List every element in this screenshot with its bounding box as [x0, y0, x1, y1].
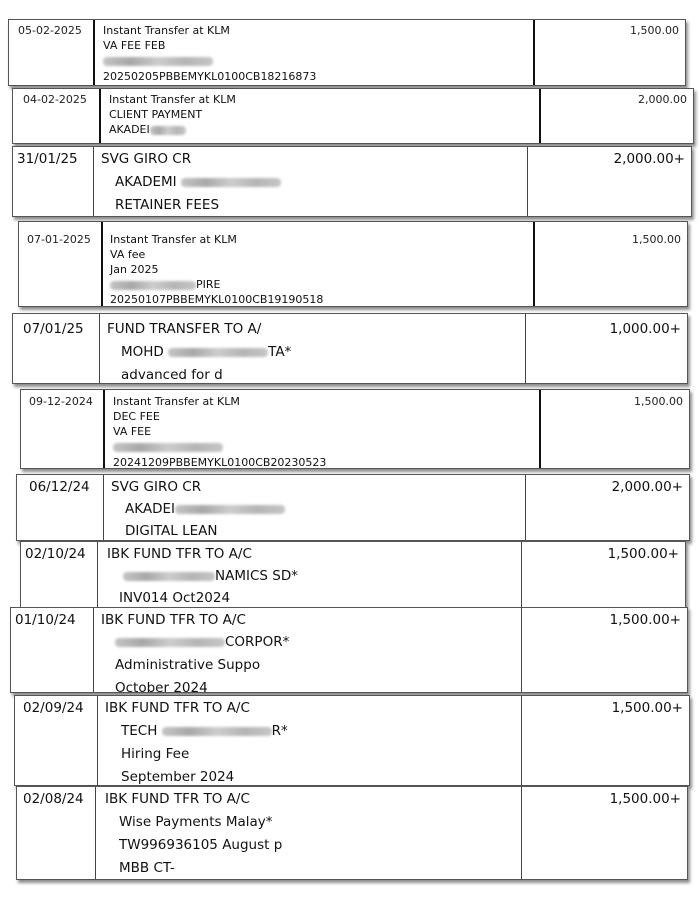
desc-line: September 2024 — [121, 769, 235, 785]
column-divider — [99, 89, 101, 143]
statement-entry — [8, 19, 686, 86]
entry-date: 06/12/24 — [29, 479, 90, 495]
redacted-text — [123, 572, 215, 581]
statement-entry — [14, 695, 690, 786]
column-divider — [103, 390, 105, 468]
desc-line: Instant Transfer at KLM — [110, 233, 237, 246]
desc-line — [103, 54, 213, 67]
redacted-text — [115, 638, 225, 647]
entry-amount: 1,500.00+ — [611, 700, 683, 716]
desc-line: Instant Transfer at KLM — [113, 395, 240, 408]
redacted-text — [162, 727, 272, 736]
statement-entry — [16, 786, 688, 880]
column-divider — [521, 542, 522, 607]
column-divider — [93, 608, 94, 692]
desc-line: RETAINER FEES — [115, 197, 220, 213]
redacted-text — [150, 126, 186, 135]
column-divider — [521, 787, 522, 879]
desc-line: IBK FUND TFR TO A/C — [101, 612, 246, 628]
desc-line: DEC FEE — [113, 410, 160, 423]
statement-entry — [20, 389, 690, 469]
statement-entry — [20, 541, 686, 608]
column-divider — [101, 222, 103, 306]
column-divider — [99, 314, 100, 383]
desc-line: Instant Transfer at KLM — [109, 93, 236, 106]
entry-amount: 1,500.00 — [632, 233, 681, 246]
desc-line: PIRE — [110, 278, 220, 291]
desc-line: AKADEI — [109, 123, 186, 136]
desc-line: AKADEI — [125, 501, 285, 517]
desc-line: NAMICS SD* — [123, 568, 298, 584]
redacted-text — [181, 178, 281, 187]
entry-amount: 1,500.00 — [630, 24, 679, 37]
desc-line: TECH R* — [121, 723, 288, 739]
statement-entry — [10, 607, 688, 693]
redacted-text — [113, 443, 223, 452]
desc-line: FUND TRANSFER TO A/ — [107, 321, 262, 337]
column-divider — [97, 542, 98, 607]
desc-line: Instant Transfer at KLM — [103, 24, 230, 37]
desc-line: IBK FUND TFR TO A/C — [105, 791, 250, 807]
desc-line: MBB CT- — [119, 860, 175, 876]
entry-date: 05-02-2025 — [18, 24, 82, 37]
column-divider — [525, 314, 526, 383]
redacted-text — [168, 348, 268, 357]
column-divider — [533, 20, 535, 85]
desc-line: 20250205PBBEMYKL0100CB18216873 — [103, 70, 317, 83]
statement-entry — [12, 88, 694, 144]
statement-entry — [16, 474, 690, 541]
desc-line: DIGITAL LEAN — [125, 523, 218, 539]
desc-line: 20250107PBBEMYKL0100CB19190518 — [110, 293, 324, 306]
column-divider — [93, 20, 95, 85]
entry-amount: 1,500.00+ — [607, 546, 679, 562]
entry-date: 02/10/24 — [25, 546, 86, 562]
desc-line: VA FEE — [113, 425, 152, 438]
entry-date: 07-01-2025 — [27, 233, 91, 246]
desc-line: VA FEE FEB — [103, 39, 166, 52]
desc-line: October 2024 — [115, 680, 208, 693]
desc-line: advanced for d — [121, 367, 223, 383]
entry-date: 01/10/24 — [15, 612, 76, 628]
column-divider — [533, 222, 535, 306]
entry-date: 02/08/24 — [23, 791, 84, 807]
entry-date: 02/09/24 — [23, 700, 84, 716]
column-divider — [103, 475, 104, 540]
column-divider — [93, 147, 94, 216]
statement-entry — [12, 313, 688, 384]
entry-date: 04-02-2025 — [23, 93, 87, 106]
redacted-text — [175, 505, 285, 514]
column-divider — [539, 89, 541, 143]
entry-amount: 1,500.00 — [634, 395, 683, 408]
desc-line — [113, 440, 223, 453]
entry-amount: 2,000.00 — [638, 93, 687, 106]
desc-line: MOHD TA* — [121, 344, 292, 360]
entry-amount: 1,500.00+ — [609, 612, 681, 628]
desc-line: Administrative Suppo — [115, 657, 261, 673]
column-divider — [521, 608, 522, 692]
desc-line: VA fee — [110, 248, 146, 261]
entry-date: 31/01/25 — [17, 151, 78, 167]
desc-line: Hiring Fee — [121, 746, 190, 762]
desc-line: SVG GIRO CR — [111, 479, 202, 495]
desc-line: SVG GIRO CR — [101, 151, 192, 167]
desc-line: Jan 2025 — [110, 263, 159, 276]
entry-amount: 1,000.00+ — [609, 321, 681, 337]
column-divider — [97, 696, 98, 785]
desc-line: TW996936105 August p — [119, 837, 283, 853]
column-divider — [525, 475, 526, 540]
column-divider — [95, 787, 96, 879]
statement-entry — [18, 221, 688, 307]
column-divider — [527, 147, 528, 216]
column-divider — [521, 696, 522, 785]
desc-line: IBK FUND TFR TO A/C — [105, 700, 250, 716]
redacted-text — [103, 57, 213, 66]
entry-date: 09-12-2024 — [29, 395, 93, 408]
entry-date: 07/01/25 — [23, 321, 84, 337]
desc-line: CORPOR* — [115, 634, 289, 650]
entry-amount: 1,500.00+ — [609, 791, 681, 807]
entry-amount: 2,000.00+ — [613, 151, 685, 167]
desc-line: AKADEMI — [115, 174, 281, 190]
desc-line: IBK FUND TFR TO A/C — [107, 546, 252, 562]
desc-line: 20241209PBBEMYKL0100CB20230523 — [113, 456, 327, 469]
statement-entry — [12, 146, 692, 217]
entry-amount: 2,000.00+ — [611, 479, 683, 495]
desc-line: INV014 Oct2024 — [119, 590, 231, 606]
column-divider — [539, 390, 541, 468]
desc-line: Wise Payments Malay* — [119, 814, 273, 830]
redacted-text — [110, 281, 196, 290]
desc-line: CLIENT PAYMENT — [109, 108, 203, 121]
